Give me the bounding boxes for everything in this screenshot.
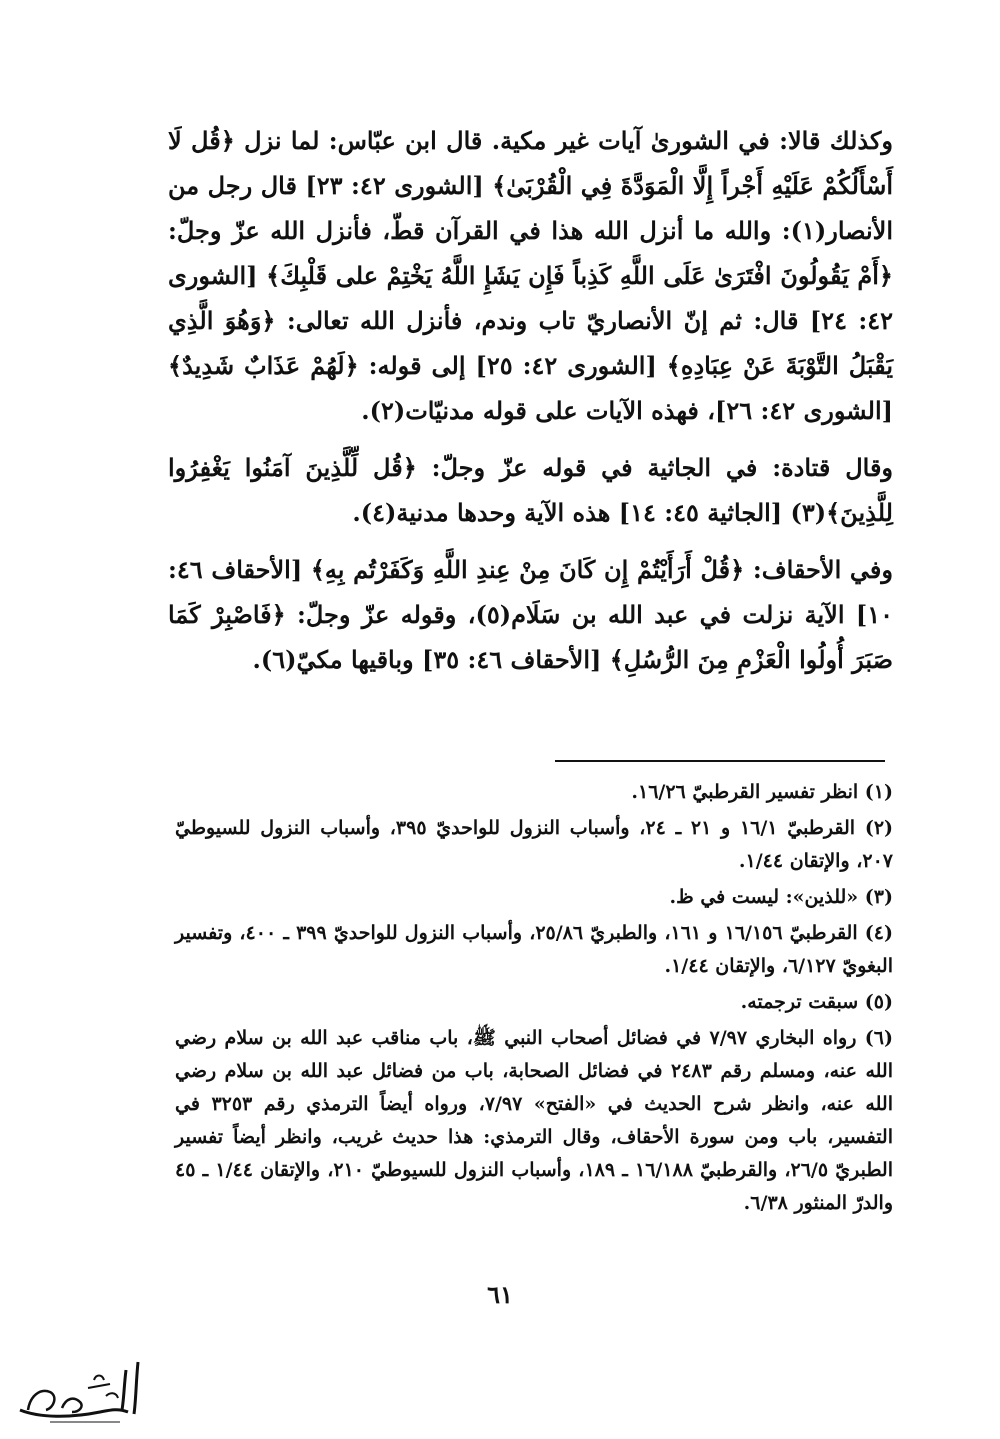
footnote-2: (٢) القرطبيّ ١٦/١ و ٢١ ـ ٢٤، وأسباب النزول للواحديّ ٣٩٥، وأسباب النزول للسيوطيّ ٢٠٧، والإتقان ١/٤٤. (175, 817, 894, 872)
page-number: ٦١ (487, 1280, 513, 1309)
footnote-divider (555, 760, 885, 762)
main-text-block (168, 118, 893, 694)
main-paragraph-3: وفي الأحقاف: ﴿قُلْ أَرَأَيْتُمْ إِن كَانَ مِنْ عِندِ اللَّهِ وَكَفَرْتُم بِهِ﴾ [الأحقاف ٤٦: ١٠] الآية نزلت في عبد الله بن سَلَام(٥)، وقوله عزّ وجلّ: ﴿فَاصْبِرْ كَمَا صَبَرَ أُولُوا الْعَزْمِ مِنَ الرُّسُلِ﴾ [الأحقاف ٤٦: ٣٥] وباقيها مكيّ(٦). (168, 555, 893, 674)
footnotes-block (175, 776, 893, 1223)
main-paragraph-1: وكذلك قالا: في الشورىٰ آيات غير مكية. قال ابن عبّاس: لما نزل ﴿قُل لَا أَسْأَلُكُمْ عَلَيْهِ أَجْراً إِلَّا الْمَوَدَّةَ فِي الْقُرْبَىٰ﴾ [الشورى ٤٢: ٢٣] قال رجل من الأنصار(١): والله ما أنزل الله هذا في القرآن قطّ، فأنزل الله عزّ وجلّ: ﴿أَمْ يَقُولُونَ افْتَرَىٰ عَلَى اللَّهِ كَذِباً فَإِن يَشَإِ اللَّهُ يَخْتِمْ على قَلْبِكَ﴾ [الشورى ٤٢: ٢٤] قال: ثم إنّ الأنصاريّ تاب وندم، فأنزل الله تعالى: ﴿وَهُوَ الَّذِي يَقْبَلُ التَّوْبَةَ عَنْ عِبَادِهِ﴾ [الشورى ٤٢: ٢٥] إلى قوله: ﴿لَهُمْ عَذَابٌ شَدِيدٌ﴾ [الشورى ٤٢: ٢٦]، فهذه الآيات على قوله مدنيّات(٢). (168, 126, 894, 425)
footnote-1: (١) انظر تفسير القرطبيّ ١٦/٢٦. (631, 781, 893, 803)
footnote-3: (٣) «للذين»: ليست في ظ. (669, 886, 893, 908)
footnote-6: (٦) رواه البخاري ٧/٩٧ في فضائل أصحاب النبي ﷺ، باب مناقب عبد الله بن سلام رضي الله عنه، ومسلم رقم ٢٤٨٣ في فضائل الصحابة، باب من فضائل عبد الله بن سلام رضي الله عنه، وانظر شرح الحديث في «الفتح» ٧/٩٧، ورواه أيضاً الترمذي رقم ٣٢٥٣ في التفسير، باب ومن سورة الأحقاف، وقال الترمذي: هذا حديث غريب، وانظر أيضاً تفسير الطبريّ ٢٦/٥، والقرطبيّ ١٦/١٨٨ ـ ١٨٩، وأسباب النزول للسيوطيّ ٢١٠، والإتقان ١/٤٤ ـ ٤٥ والدرّ المنثور ٦/٣٨. (175, 1027, 893, 1214)
calligraphy-stamp (10, 1352, 150, 1432)
stamp-logo-icon (10, 1352, 150, 1432)
footnote-5: (٥) سبقت ترجمته. (740, 991, 893, 1013)
footnote-4: (٤) القرطبيّ ١٦/١٥٦ و ١٦١، والطبريّ ٢٥/٨٦، وأسباب النزول للواحديّ ٣٩٩ ـ ٤٠٠، وتفسير البغويّ ٦/١٢٧، والإتقان ١/٤٤. (175, 922, 893, 977)
main-paragraph-2: وقال قتادة: في الجاثية في قوله عزّ وجلّ: ﴿قُل لِّلَّذِينَ آمَنُوا يَغْفِرُوا لِلَّذِينَ﴾(٣) [الجاثية ٤٥: ١٤] هذه الآية وحدها مدنية(٤). (168, 453, 893, 527)
